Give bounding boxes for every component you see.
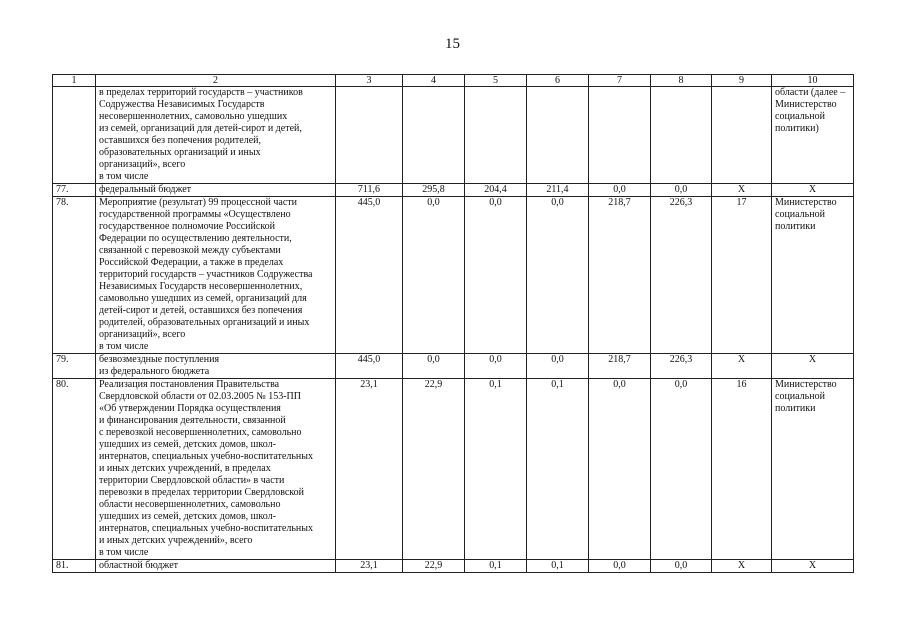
value-col-9: Х [712,184,772,197]
value-col-4: 295,8 [403,184,465,197]
responsible-agency: Министерство социальной политики [772,197,854,354]
value-col-3: 445,0 [336,197,403,354]
responsible-agency: Х [772,184,854,197]
row-number: 79. [53,354,96,379]
value-col-7: 0,0 [589,184,651,197]
table-row [53,197,854,354]
value-col-7 [589,87,651,184]
header-cell: 7 [589,75,651,87]
value-col-3 [336,87,403,184]
row-description: безвозмездные поступления из федерального бюджета [96,354,336,379]
table-row [53,354,854,379]
header-cell: 2 [96,75,336,87]
value-col-8 [651,87,712,184]
value-col-6: 0,1 [527,560,589,573]
value-col-5 [465,87,527,184]
value-col-5: 204,4 [465,184,527,197]
value-col-6 [527,87,589,184]
value-col-5: 0,1 [465,379,527,560]
responsible-agency: Х [772,354,854,379]
value-col-8: 0,0 [651,560,712,573]
header-cell: 6 [527,75,589,87]
value-col-7: 218,7 [589,197,651,354]
value-col-3: 23,1 [336,560,403,573]
header-cell: 10 [772,75,854,87]
header-cell: 4 [403,75,465,87]
header-cell: 1 [53,75,96,87]
value-col-5: 0,0 [465,197,527,354]
responsible-agency: области (далее – Министерство социальной политики) [772,87,854,184]
row-description: в пределах территорий государств – участников Содружества Независимых Государств несовершеннолетних, самовольно ушедших из семей, организаций для детей-сирот и детей, оставшихся без попечения родителей, образовательных организаций и иных организаций», всего в том числе [96,87,336,184]
header-row [53,75,854,87]
value-col-9: Х [712,560,772,573]
value-col-9: 17 [712,197,772,354]
row-number [53,87,96,184]
value-col-5: 0,1 [465,560,527,573]
value-col-8: 226,3 [651,354,712,379]
table-row [53,87,854,184]
value-col-5: 0,0 [465,354,527,379]
row-number: 81. [53,560,96,573]
value-col-3: 23,1 [336,379,403,560]
value-col-8: 0,0 [651,184,712,197]
header-cell: 3 [336,75,403,87]
header-cell: 9 [712,75,772,87]
value-col-9: 16 [712,379,772,560]
budget-table [52,74,854,573]
value-col-4: 0,0 [403,197,465,354]
table-row [53,379,854,560]
row-number: 80. [53,379,96,560]
value-col-3: 445,0 [336,354,403,379]
value-col-4: 0,0 [403,354,465,379]
value-col-4: 22,9 [403,560,465,573]
value-col-6: 0,0 [527,197,589,354]
value-col-7: 0,0 [589,379,651,560]
header-cell: 5 [465,75,527,87]
value-col-9 [712,87,772,184]
row-description: областной бюджет [96,560,336,573]
row-number: 78. [53,197,96,354]
value-col-8: 0,0 [651,379,712,560]
page-number: 15 [445,36,460,52]
header-cell: 8 [651,75,712,87]
value-col-4: 22,9 [403,379,465,560]
value-col-6: 0,0 [527,354,589,379]
row-description: Мероприятие (результат) 99 процессной части государственной программы «Осуществлено государственное полномочие Российской Федерации по осуществлению деятельности, связанной с перевозкой между субъектами Российской Федерации, а также в пределах территорий государств – участников Содружества Независимых Государств несовершеннолетних, самовольно ушедших из семей, организаций для детей-сирот и детей, оставшихся без попечения родителей, образовательных организаций и иных организаций», всего в том числе [96,197,336,354]
value-col-3: 711,6 [336,184,403,197]
row-number: 77. [53,184,96,197]
row-description: федеральный бюджет [96,184,336,197]
value-col-9: Х [712,354,772,379]
responsible-agency: Х [772,560,854,573]
responsible-agency: Министерство социальной политики [772,379,854,560]
value-col-8: 226,3 [651,197,712,354]
value-col-4 [403,87,465,184]
table-row [53,184,854,197]
value-col-7: 0,0 [589,560,651,573]
value-col-7: 218,7 [589,354,651,379]
table-row [53,560,854,573]
row-description: Реализация постановления Правительства Свердловской области от 02.03.2005 № 153-ПП «Об утверждении Порядка осуществления и финансирования деятельности, связанной с перевозкой несовершеннолетних, самовольно ушедших из семей, детских домов, школ- интернатов, специальных учебно-воспитательных и иных детских учреждений, в пределах территории Свердловской области» в части перевозки в пределах территории Свердловской области несовершеннолетних, самовольно ушедших из семей, детских домов, школ- интернатов, специальных учебно-воспитательных и иных детских учреждений», всего в том числе [96,379,336,560]
value-col-6: 0,1 [527,379,589,560]
value-col-6: 211,4 [527,184,589,197]
